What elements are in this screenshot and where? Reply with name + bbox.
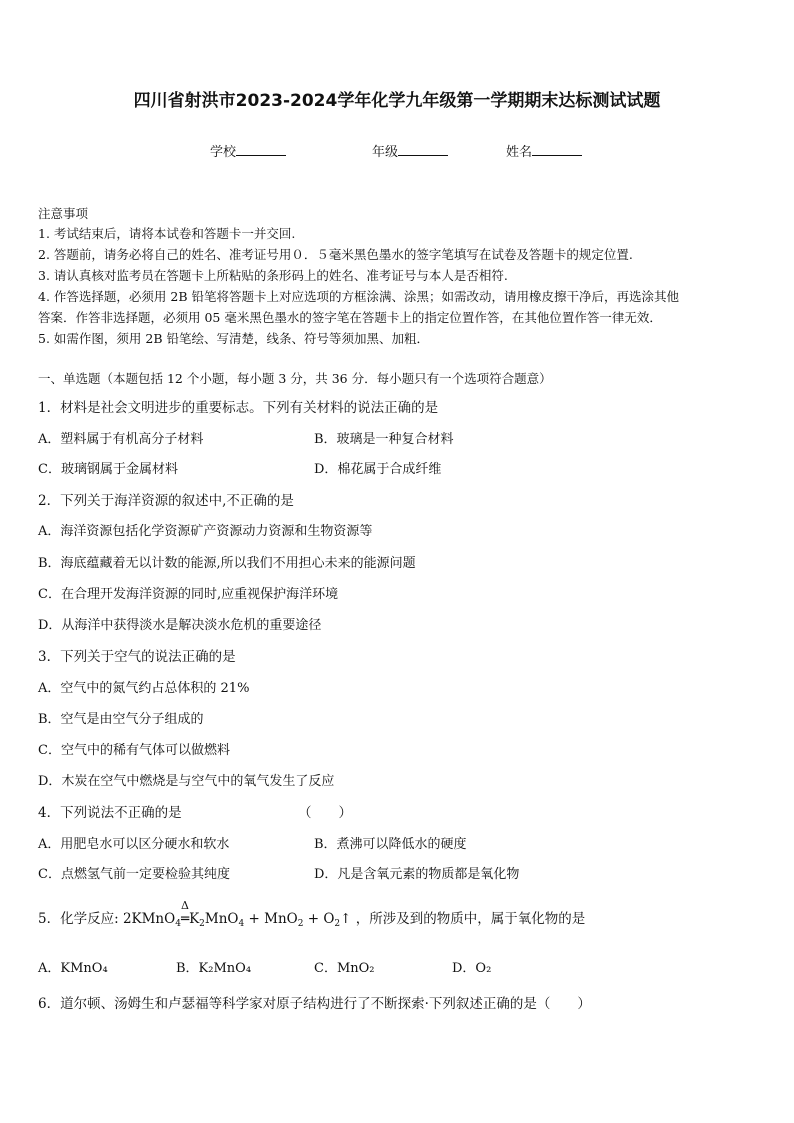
q3-option-c[interactable]: C．空气中的稀有气体可以做燃料 [38, 743, 230, 758]
q4-option-c[interactable]: C．点燃氢气前一定要检验其纯度 [38, 867, 230, 882]
question-5-stem [38, 899, 586, 929]
school-field [210, 141, 286, 160]
section-heading: 一、单选题（本题包括 12 个小题，每小题 3 分，共 36 分．每小题只有一个选项符合题意） [38, 371, 552, 386]
q5-suffix: ，所涉及到的物质中，属于氧化物的是 [355, 911, 586, 927]
reaction-equation: 2KMnO$_4$ Δ $═K_2MnO_4 + MnO_2$ + $O_2↑$ [122, 899, 352, 929]
q2-option-d[interactable]: D．从海洋中获得淡水是解决淡水危机的重要途径 [38, 618, 322, 633]
q2-option-c[interactable]: C．在合理开发海洋资源的同时,应重视保护海洋环境 [38, 587, 339, 602]
q1-option-b[interactable]: B．玻璃是一种复合材料 [314, 432, 454, 447]
school-label: 学校 [210, 145, 237, 160]
q5-prefix: 5．化学反应: [38, 911, 119, 927]
q1-option-a[interactable]: A．塑料属于有机高分子材料 [38, 432, 204, 447]
name-blank[interactable] [532, 142, 582, 156]
q5-option-d[interactable]: D．O₂ [452, 961, 492, 976]
question-4-stem: 4．下列说法不正确的是 [38, 805, 182, 821]
grade-blank[interactable] [398, 142, 448, 156]
q1-option-c[interactable]: C．玻璃钢属于金属材料 [38, 462, 178, 477]
question-3-stem: 3．下列关于空气的说法正确的是 [38, 649, 236, 665]
question-6-stem: 6．道尔顿、汤姆生和卢瑟福等科学家对原子结构进行了不断探索·下列叙述正确的是（ ） [38, 996, 591, 1012]
q4-option-d[interactable]: D．凡是含氧元素的物质都是氧化物 [314, 867, 520, 882]
note-item: 答案．作答非选择题，必须用 05 毫米黑色墨水的签字笔在答题卡上的指定位置作答，在其他位置作答一律无效． [38, 310, 662, 325]
q1-option-d[interactable]: D．棉花属于合成纤维 [314, 462, 442, 477]
note-item: 3. 请认真核对监考员在答题卡上所粘贴的条形码上的姓名、准考证号与本人是否相符. [38, 268, 508, 283]
notes-heading: 注意事项 [38, 206, 89, 221]
name-field [506, 141, 582, 160]
q4-option-b[interactable]: B．煮沸可以降低水的硬度 [314, 837, 467, 852]
page-title: 四川省射洪市2023-2024学年化学九年级第一学期期末达标测试试题 [133, 91, 661, 111]
note-item: 4. 作答选择题，必须用 2B 铅笔将答题卡上对应选项的方框涂满、涂黑；如需改动，请用橡皮擦干净后，再选涂其他 [38, 289, 679, 304]
q5-option-c[interactable]: C．MnO₂ [314, 961, 375, 976]
grade-label: 年级 [372, 145, 399, 160]
q5-option-b[interactable]: B．K₂MnO₄ [176, 961, 252, 976]
q4-option-a[interactable]: A．用肥皂水可以区分硬水和软水 [38, 837, 230, 852]
question-2-stem: 2．下列关于海洋资源的叙述中,不正确的是 [38, 493, 294, 509]
q3-option-a[interactable]: A．空气中的氮气约占总体积的 21% [38, 681, 250, 696]
q5-option-a[interactable]: A．KMnO₄ [38, 961, 108, 976]
q3-option-b[interactable]: B．空气是由空气分子组成的 [38, 712, 204, 727]
q3-option-d[interactable]: D．木炭在空气中燃烧是与空气中的氧气发生了反应 [38, 774, 335, 789]
note-item: 5. 如需作图，须用 2B 铅笔绘、写清楚，线条、符号等须加黑、加粗． [38, 331, 429, 346]
grade-field [372, 141, 448, 160]
name-label: 姓名 [506, 145, 533, 160]
school-blank[interactable] [236, 142, 286, 156]
note-item: 1. 考试结束后，请将本试卷和答题卡一并交回. [38, 226, 296, 241]
q2-option-a[interactable]: A．海洋资源包括化学资源矿产资源动力资源和生物资源等 [38, 524, 373, 539]
note-item: 2. 答题前，请务必将自己的姓名、准考证号用０．５毫米黑色墨水的签字笔填写在试卷及答题卡的规定位置. [38, 247, 633, 262]
question-1-stem: 1．材料是社会文明进步的重要标志。下列有关材料的说法正确的是 [38, 400, 439, 416]
answer-parentheses: （ ） [298, 805, 352, 821]
q2-option-b[interactable]: B．海底蕴藏着无以计数的能源,所以我们不用担心未来的能源问题 [38, 556, 416, 571]
